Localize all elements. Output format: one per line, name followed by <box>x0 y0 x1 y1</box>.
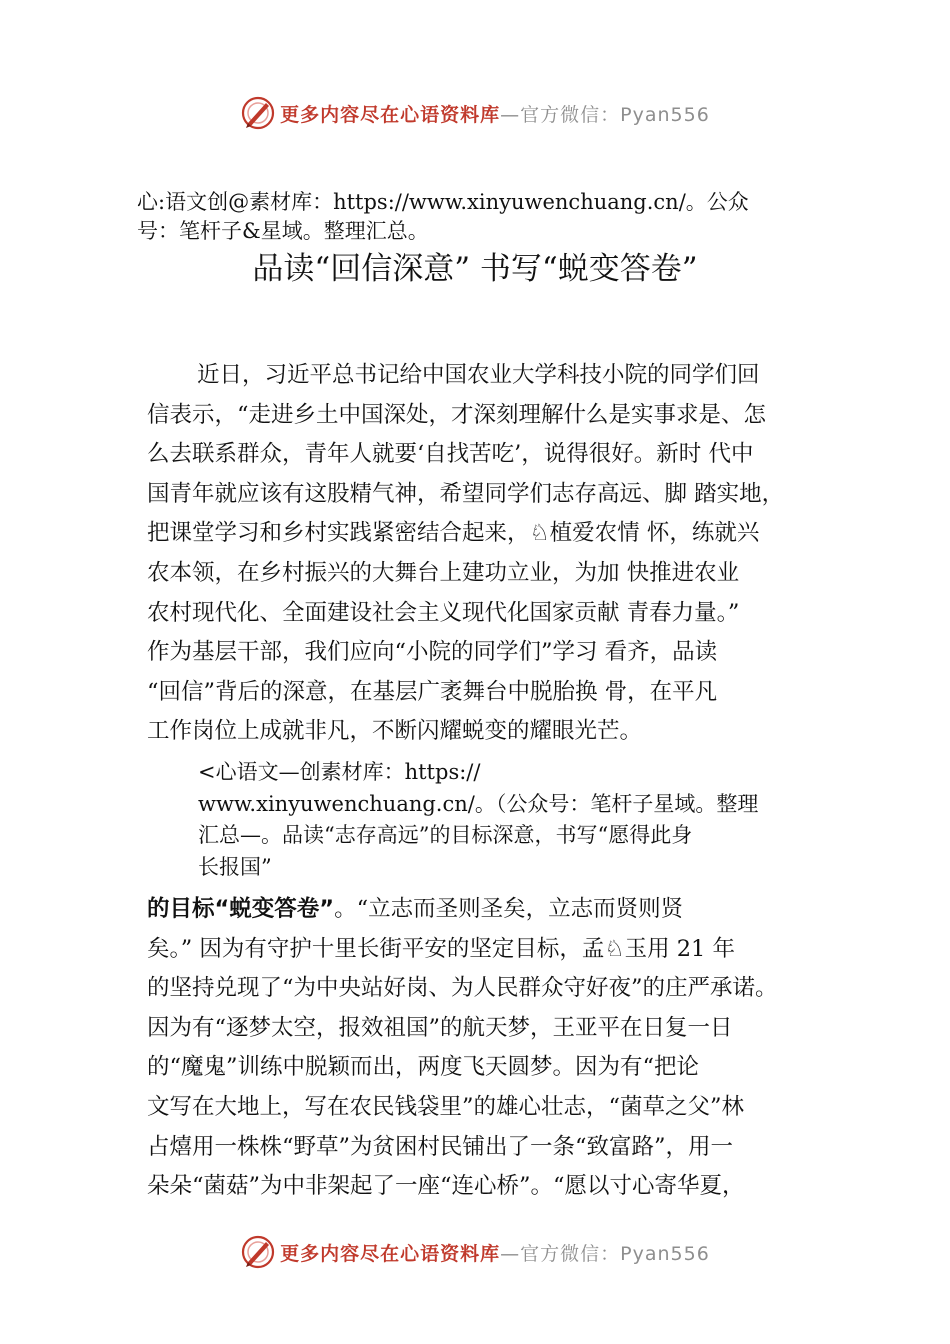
source-note-line: 号：笔杆子&星域。整理汇总。 <box>137 219 429 243</box>
heading-line: 汇总—。品读“志存高远”的目标深意，书写“愿得此身 <box>198 823 693 847</box>
pen-logo-icon <box>240 95 276 131</box>
paragraph-line <box>147 890 847 930</box>
bold-lead: 的目标“蜕变答卷” <box>147 896 335 922</box>
heading-line: 长报国” <box>198 854 272 879</box>
paragraph-line: 农本领，在乡村振兴的大舞台上建功立业，为加 快推进农业 <box>147 559 740 586</box>
paragraph-line: 国青年就应该有这股精气神，希望同学们志存高远、脚 踏实地， <box>147 480 785 507</box>
header-banner <box>0 93 950 133</box>
pen-logo-icon <box>240 1234 276 1270</box>
paragraph-line: 朵朵“菌菇”为中非架起了一座“连心桥”。“愿以寸心寄华夏， <box>147 1173 745 1200</box>
paragraph-line: 近日，习近平总书记给中国农业大学科技小院的同学们回 <box>197 362 760 388</box>
banner-title: 更多内容尽在心语资料库 <box>280 1242 501 1265</box>
paragraph-line: 信表示，“走进乡土中国深处，才深刻理解什么是实事求是、怎 <box>147 401 767 428</box>
paragraph-line: 占熺用一株株“野草”为贫困村民铺出了一条“致富路”，用一 <box>147 1133 734 1160</box>
paragraph-line: 作为基层干部，我们应向“小院的同学们”学习 看齐，品读 <box>147 639 718 666</box>
body-paragraph <box>147 890 847 1207</box>
footer-banner <box>0 1232 950 1272</box>
paragraph-line: “回信”背后的深意，在基层广袤舞台中脱胎换 骨，在平凡 <box>147 678 718 705</box>
paragraph-line: 矣。” 因为有守护十里长街平安的坚定目标，孟♘玉用 21 年 <box>147 935 736 962</box>
heading-line: <心语文—创素材库：https:// <box>198 760 481 784</box>
paragraph-line: 的“魔鬼”训练中脱颖而出，两度飞天圆梦。因为有“把论 <box>147 1054 700 1081</box>
paragraph-line: 文写在大地上，写在农民钱袋里”的雄心壮志，“菌草之父”林 <box>147 1093 745 1120</box>
paragraph-line: 农村现代化、全面建设社会主义现代化国家贡献 青春力量。” <box>147 599 740 626</box>
banner-wechat: —官方微信：Pyan556 <box>500 1242 710 1265</box>
lead-rest: 。“立志而圣则圣矣，立志而贤则贤 <box>334 896 684 922</box>
heading-line: www.xinyuwenchuang.cn/。（公众号：笔杆子星域。整理 <box>198 791 759 816</box>
section-heading-block <box>198 757 838 883</box>
paragraph-line: 的坚持兑现了“为中央站好岗、为人民群众守好夜”的庄严承诺。 <box>147 975 778 1002</box>
banner-wechat: —官方微信：Pyan556 <box>500 103 710 126</box>
source-note-line: 心:语文创@素材库：https://www.xinyuwenchuang.cn/。公众 <box>137 190 749 214</box>
paragraph-line: 把课堂学习和乡村实践紧密结合起来，♘植爱农情 怀，练就兴 <box>147 520 760 547</box>
source-note <box>137 188 837 246</box>
paragraph-line: 因为有“逐梦太空，报效祖国”的航天梦，王亚平在日复一日 <box>147 1014 733 1041</box>
paragraph-line: 工作岗位上成就非凡，不断闪耀蜕变的耀眼光芒。 <box>147 718 643 745</box>
banner-title: 更多内容尽在心语资料库 <box>280 103 501 126</box>
paragraph-line: 么去联系群众，青年人就要‘自找苦吃’，说得很好。新时 代中 <box>147 441 754 468</box>
intro-paragraph <box>147 356 837 752</box>
article-title: 品读“回信深意” 书写“蜕变答卷” <box>252 251 698 287</box>
